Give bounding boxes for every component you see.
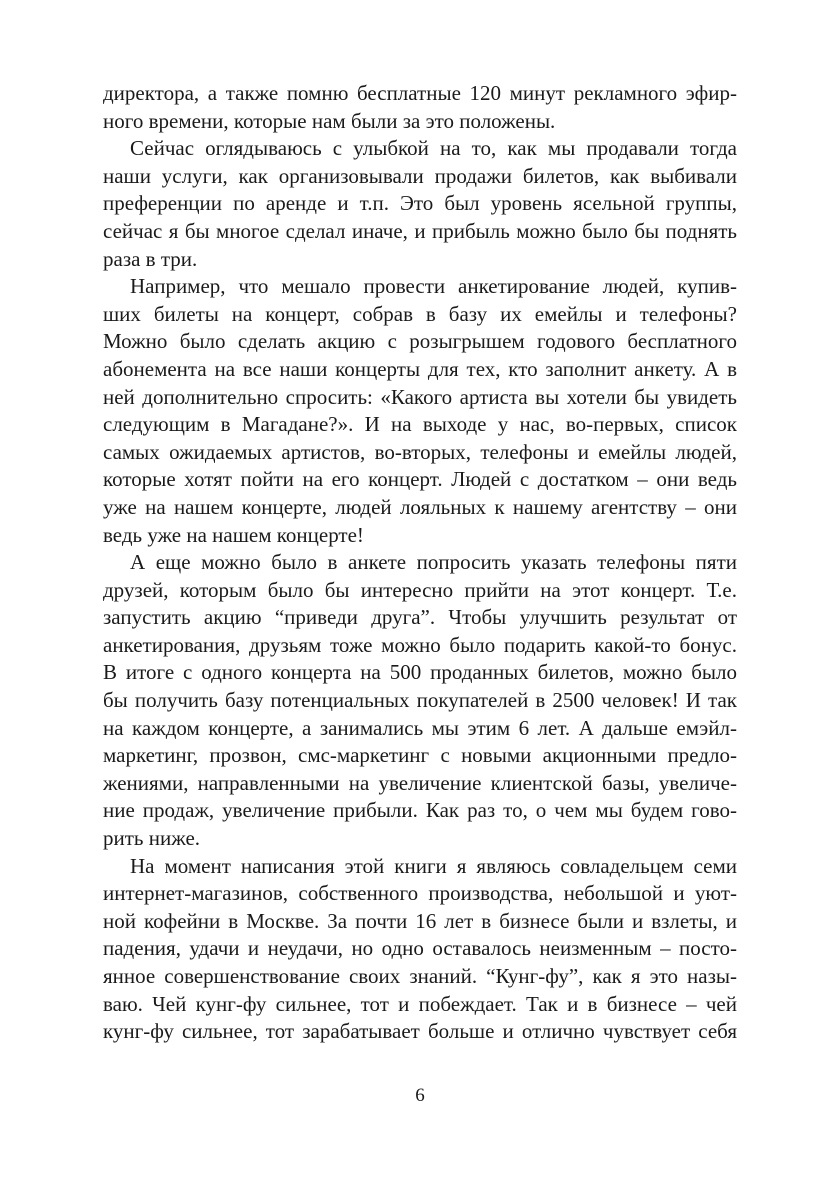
text-line: ваю. Чей кунг-фу сильнее, тот и побеждает. Так и в бизнесе – чей xyxy=(103,991,737,1016)
text-line: В итоге с одного концерта на 500 проданных билетов, можно было xyxy=(103,660,737,685)
text-line: интернет-магазинов, собственного производства, небольшой и уют- xyxy=(103,881,737,906)
text-line: ших билеты на концерт, собрав в базу их емейлы и телефоны? xyxy=(103,301,737,326)
text-line: янное совершенствование своих знаний. “Кунг-фу”, как я это назы- xyxy=(103,964,737,988)
text-line: абонемента на все наши концерты для тех, кто заполнит анкету. А в xyxy=(103,356,737,381)
paragraph-3 xyxy=(103,273,737,549)
text-line: На момент написания этой книги я являюсь совладельцем семи xyxy=(130,853,737,878)
text-line: самых ожидаемых артистов, во-вторых, телефоны и емейлы людей, xyxy=(103,439,737,464)
text-line: ней дополнительно спросить: «Какого артиста вы хотели бы увидеть xyxy=(103,384,737,409)
text-line: ной кофейни в Москве. За почти 16 лет в бизнесе были и взлеты, и xyxy=(103,908,737,933)
text-line: наши услуги, как организовывали продажи билетов, как выбивали xyxy=(103,163,737,188)
text-line: ведь уже на нашем концерте! xyxy=(103,522,364,547)
text-line: преференции по аренде и т.п. Это был уровень ясельной группы, xyxy=(103,191,737,216)
text-line: Можно было сделать акцию с розыгрышем годового бесплатного xyxy=(103,329,737,354)
text-line: друзей, которым было бы интересно прийти на этот концерт. Т.е. xyxy=(103,577,737,602)
paragraph-2 xyxy=(103,135,737,273)
paragraph-1 xyxy=(103,80,737,135)
text-line: жениями, направленными на увеличение клиентской базы, увеличе- xyxy=(103,770,737,795)
page-body xyxy=(103,80,737,1046)
text-line: следующим в Магадане?». И на выходе у нас, во-первых, список xyxy=(103,412,737,437)
text-line: сейчас я бы многое сделал иначе, и прибыль можно было бы поднять xyxy=(103,218,737,243)
text-line: падения, удачи и неудачи, но одно оставалось неизменным – посто- xyxy=(103,936,737,961)
text-line: запустить акцию “приведи друга”. Чтобы улучшить результат от xyxy=(103,605,737,630)
text-line: А еще можно было в анкете попросить указать телефоны пяти xyxy=(130,550,737,575)
text-line: раза в три. xyxy=(103,246,198,271)
paragraph-4 xyxy=(103,549,737,853)
text-line: которые хотят пойти на его концерт. Людей с достатком – они ведь xyxy=(103,467,737,492)
paragraph-5 xyxy=(103,853,737,1046)
text-line: Например, что мешало провести анкетирование людей, купив- xyxy=(130,274,737,299)
text-line: рить ниже. xyxy=(103,826,201,851)
text-line: бы получить базу потенциальных покупателей в 2500 человек! И так xyxy=(103,688,737,713)
text-line: директора, а также помню бесплатные 120 минут рекламного эфир- xyxy=(103,81,737,105)
text-line: Сейчас оглядываюсь с улыбкой на то, как мы продавали тогда xyxy=(130,136,737,161)
text-line: ние продаж, увеличение прибыли. Как раз то, о чем мы будем гово- xyxy=(103,798,737,823)
text-line: кунг-фу сильнее, тот зарабатывает больше и отлично чувствует себя xyxy=(103,1019,737,1044)
text-line: уже на нашем концерте, людей лояльных к нашему агентству – они xyxy=(103,494,737,519)
page-number: 6 xyxy=(415,1085,425,1106)
text-line: анкетирования, друзьям тоже можно было подарить какой-то бонус. xyxy=(103,632,737,657)
text-line: маркетинг, прозвон, смс-маркетинг с новыми акционными предло- xyxy=(103,743,737,768)
text-line: ного времени, которые нам были за это положены. xyxy=(103,108,556,133)
text-line: на каждом концерте, а занимались мы этим 6 лет. А дальше емэйл- xyxy=(103,715,737,740)
